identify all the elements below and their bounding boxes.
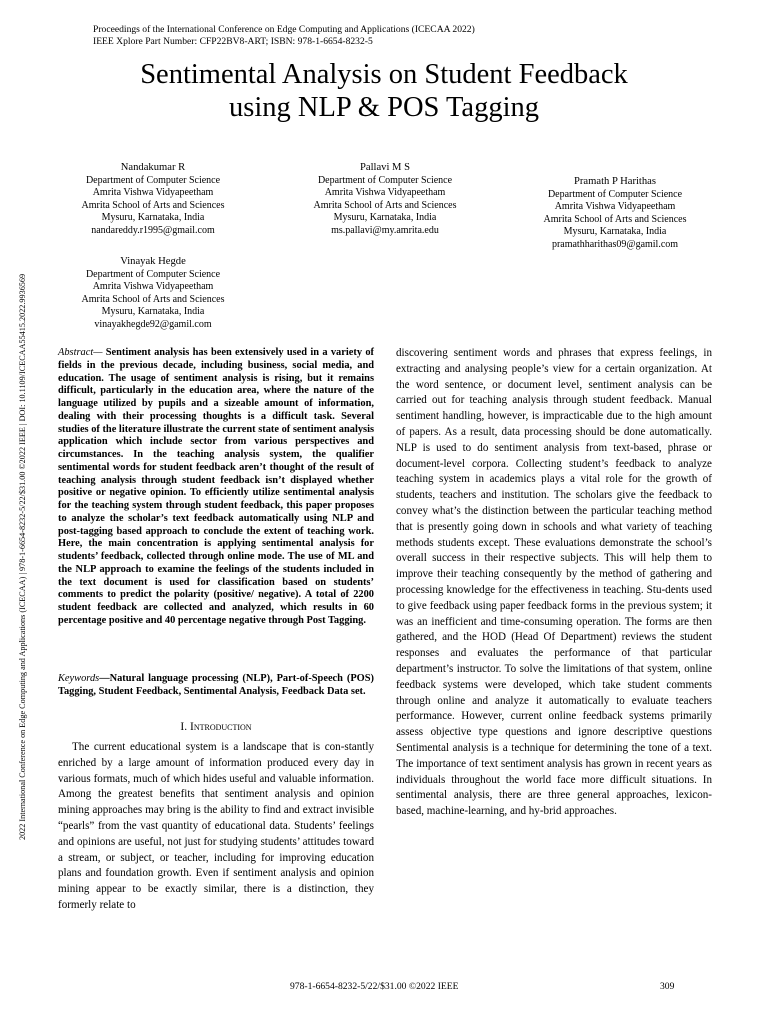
author-city: Mysuru, Karnataka, India bbox=[101, 306, 205, 318]
title-line-1: Sentimental Analysis on Student Feedback bbox=[140, 59, 628, 90]
author-univ: Amrita Vishwa Vidyapeetham bbox=[554, 201, 676, 213]
author-school: Amrita School of Arts and Sciences bbox=[81, 199, 225, 211]
author-univ: Amrita Vishwa Vidyapeetham bbox=[92, 281, 214, 293]
conference-header bbox=[93, 24, 475, 48]
section-number: I. bbox=[180, 721, 188, 733]
author-name: Nandakumar R bbox=[120, 162, 186, 173]
keywords-text: —Natural language processing (NLP), Part-of-Speech (POS) Tagging, Student Feedback, Sentimental Analysis, Feedback Data set. bbox=[58, 673, 374, 697]
paper-title bbox=[60, 58, 708, 124]
author-email: ms.pallavi@my.amrita.edu bbox=[331, 224, 439, 236]
author-dept: Department of Computer Science bbox=[547, 188, 683, 200]
author-dept: Department of Computer Science bbox=[317, 174, 453, 186]
abstract-text: Sentiment analysis has been extensively used in a variety of fields in the previous decade, including business, social media, and education. The usage of sentiment analysis is rising, but it remains difficult, particularly in the education area, where the nature of the language utilized by pupils and a sizeable amount of information, dealing with their processing thoughts is a difficult task. Several studies of the literature illustrate the current state of sentiment analysis application which include sector from various perspectives and circumstances. In the teaching analysis system, the qualifier sentimental words for student feedback aren’t thought of the result of teaching analysis through student feedback isn’t displayed whether positive or negative opinion. To efficiently utilize sentimental analysis for the teaching system through student feedback, this paper proposes to analyze the scholar’s text feedback automatically using NLP and post-tagging based approach to conclude the extent of teaching work. Here, the main concentration is applying sentimental analysis for students’ feedback, collected through online mode. The use of ML and the NLP approach to examine the feelings of the students included in the text document is used for classification based on students’ comments to predict the polarity (positive/ negative). A total of 2200 student feedback are collected and analyzed, which results in 60 percentage positive and 40 percentage negative through Post Tagging. bbox=[58, 347, 374, 626]
author-name: Pramath P Harithas bbox=[574, 176, 656, 187]
author-school: Amrita School of Arts and Sciences bbox=[313, 199, 457, 211]
keywords bbox=[58, 673, 374, 699]
author-block-3 bbox=[520, 176, 710, 252]
side-doi-text: 2022 International Conference on Edge Computing and Applications (ICECAA) | 978-1-6654-8232-5/22/$31.00 ©2022 IEEE | DOI: 10.1109/ICECAA55415.2022.9936569 bbox=[18, 273, 27, 840]
header-isbn: IEEE Xplore Part Number: CFP22BV8-ART; ISBN: 978-1-6654-8232-5 bbox=[93, 36, 373, 47]
author-school: Amrita School of Arts and Sciences bbox=[81, 293, 225, 305]
footer-copyright: 978-1-6654-8232-5/22/$31.00 ©2022 IEEE bbox=[290, 981, 459, 992]
title-line-2: using NLP & POS Tagging bbox=[229, 92, 539, 123]
abstract bbox=[58, 347, 374, 628]
section-heading-introduction bbox=[58, 720, 374, 734]
author-block-2 bbox=[290, 162, 480, 238]
abstract-label: Abstract— bbox=[58, 347, 103, 358]
author-city: Mysuru, Karnataka, India bbox=[563, 226, 667, 238]
author-city: Mysuru, Karnataka, India bbox=[101, 212, 205, 224]
section-title: Introduction bbox=[189, 721, 252, 733]
author-univ: Amrita Vishwa Vidyapeetham bbox=[324, 187, 446, 199]
page-number: 309 bbox=[660, 981, 675, 992]
author-dept: Department of Computer Science bbox=[85, 174, 221, 186]
author-block-1 bbox=[58, 162, 248, 238]
header-proceedings: Proceedings of the International Conference on Edge Computing and Applications (ICECAA 2022) bbox=[93, 24, 475, 35]
author-city: Mysuru, Karnataka, India bbox=[333, 212, 437, 224]
author-univ: Amrita Vishwa Vidyapeetham bbox=[92, 187, 214, 199]
author-name: Vinayak Hegde bbox=[120, 256, 186, 267]
intro-paragraph-continued: discovering sentiment words and phrases that express feelings, in extracting and analysing people’s view for a certain organization. At the word sentence, or document level, sentiment analysis can be carried out for teaching analysis through student feedback. Manual sentiment handling, however, is impracticable due to the high amount of papers. As a result, data processing should be done automatically. NLP is used to do sentiment analysis from text-based, phrase or document-level corpora. Collecting student’s feedback to analyze teaching system in academics plays a vital role for the growth of students, teachers and institution. The scholars give the feedback to convey what’s the distinction between the particular teaching method that is presently going down in schools and what variety of teaching methods students except. These evaluations demonstrate the school’s overall success in their respective subjects. This will help them to improve their teaching consequently by the method of gathering and processing knowledge for the effectiveness in teaching. Stu-dents used to give feedback using paper feedback forms in the previous system; it was an inefficient and time-consuming operation. The forms are then gathered, and the HOD (Head Of Department) reviews the student responses and evaluates the performance of that particular department’s instructor. To solve the limitations of that system, online feedback systems were developed, which take student comments through online and analyze it automatically to evaluate teachers performance. However, current online feedback systems primarily assess objective type questions and ignore descriptive questions Sentimental analysis is a technique for determining the tone of a text. The importance of text sentiment analysis has grown in recent years as individuals throughout the world face more difficult situations. In sentimental analysis, there are three general approaches, lexicon-based, machine-learning, and hy-brid approaches. bbox=[396, 347, 712, 818]
author-email: pramathharithas09@gamil.com bbox=[551, 238, 679, 250]
intro-paragraph: The current educational system is a landscape that is con-stantly enriched by a large amount of information produced every day in various formats, much of which hides useful and valuable information. Among the greatest benefits that sentiment analysis and opinion mining approaches may bring is the ability to find and extract invisible “pearls” from the vast quantity of educational data. Students’ feelings and opinions are useful, not just for studying students’ attitudes toward a stream, or subject, or teacher, including for improving education plans and foundation growth. Even if sentiment analysis and opinion mining appear to be exactly similar, there is a distinction, they formerly relate to bbox=[58, 741, 374, 911]
keywords-label: Keywords bbox=[58, 673, 100, 684]
introduction-right-column bbox=[396, 346, 712, 820]
author-school: Amrita School of Arts and Sciences bbox=[543, 213, 687, 225]
author-name: Pallavi M S bbox=[359, 162, 411, 173]
author-email: vinayakhegde92@gamil.com bbox=[94, 318, 212, 330]
author-email: nandareddy.r1995@gmail.com bbox=[91, 224, 215, 236]
introduction-left-column bbox=[58, 740, 374, 914]
author-dept: Department of Computer Science bbox=[85, 268, 221, 280]
author-block-4 bbox=[58, 256, 248, 332]
